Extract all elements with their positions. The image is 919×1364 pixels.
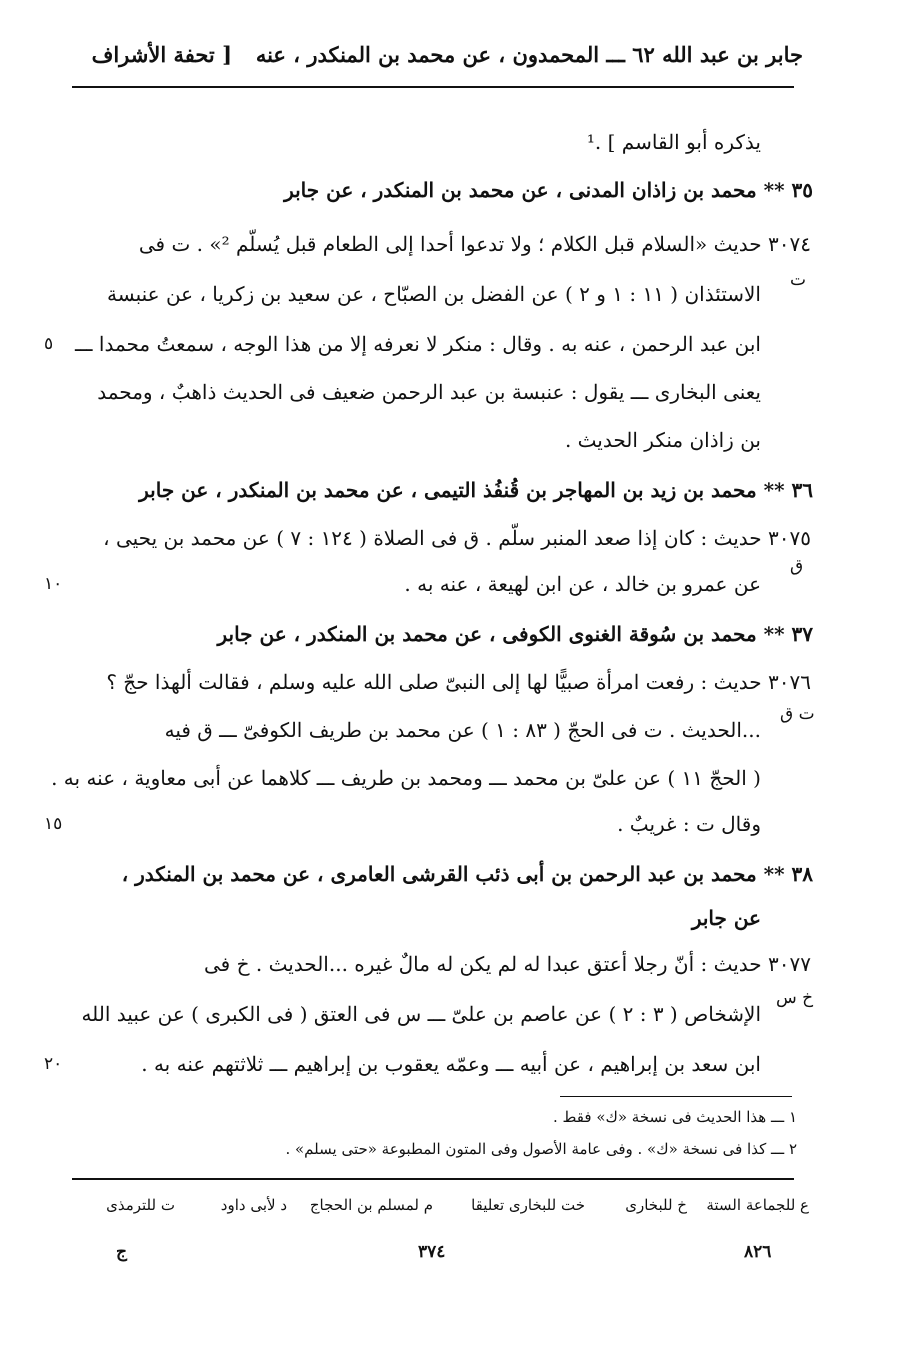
chapter-heading: ٣٧ ** محمد بن سُوقة الغنوى الكوفى ، عن محمد بن المنكدر ، عن جابر bbox=[217, 622, 813, 646]
chapter-heading: ٣٦ ** محمد بن زيد بن المهاجر بن قُنفُذ التيمى ، عن محمد بن المنكدر ، عن جابر bbox=[139, 478, 813, 502]
margin-siglum: ت bbox=[790, 270, 807, 290]
legend-item: خ للبخارى bbox=[625, 1196, 687, 1214]
text-line: يذكره أبو القاسم ] .¹ bbox=[586, 130, 761, 154]
header-rule bbox=[72, 86, 794, 88]
text-line: ابن عبد الرحمن ، عنه به . وقال : منكر لا نعرفه إلا من هذا الوجه ، سمعتُ محمدا ـــ bbox=[74, 332, 761, 356]
hadith-entry: ٣٠٧٧ حديث : أنّ رجلا أعتق عبدا له لم يكن له مالٌ غيره ...الحديث . خ فى bbox=[204, 952, 811, 976]
text-line: ( الحجّ ١١ ) عن علىّ بن محمد ـــ ومحمد بن طريف ـــ كلاهما عن أبى معاوية ، عنه به . bbox=[51, 766, 761, 790]
legend-item: ت للترمذى bbox=[106, 1196, 175, 1214]
hadith-entry: ٣٠٧٥ حديث : كان إذا صعد المنبر سلّم . ق فى الصلاة ( ١٢٤ : ٧ ) عن محمد بن يحيى ، bbox=[103, 526, 811, 550]
line-number: ٥ bbox=[44, 334, 54, 354]
footnote: ١ ـــ هذا الحديث فى نسخة «ك» فقط . bbox=[553, 1108, 797, 1126]
chapter-heading: ٣٥ ** محمد بن زاذان المدنى ، عن محمد بن المنكدر ، عن جابر bbox=[284, 178, 813, 202]
margin-siglum: ت ق bbox=[780, 704, 815, 724]
line-number: ٢٠ bbox=[44, 1054, 63, 1074]
chapter-heading: ٣٨ ** محمد بن عبد الرحمن بن أبى ذئب القرشى العامرى ، عن محمد بن المنكدر ، bbox=[121, 862, 813, 886]
legend-item: ع للجماعة الستة bbox=[706, 1196, 809, 1214]
legend-rule bbox=[72, 1178, 794, 1180]
text-line: عن عمرو بن خالد ، عن ابن لهيعة ، عنه به . bbox=[404, 572, 761, 596]
legend-item: د لأبى داود bbox=[220, 1196, 287, 1214]
text-line: الإشخاص ( ٣ : ٢ ) عن عاصم بن علىّ ـــ س فى العتق ( فى الكبرى ) عن عبيد الله bbox=[81, 1002, 761, 1026]
footnote: ٢ ـــ كذا فى نسخة «ك» . وفى عامة الأصول وفى المتون المطبوعة «حتى يسلم» . bbox=[285, 1140, 797, 1158]
chapter-heading-cont: عن جابر bbox=[691, 906, 761, 930]
legend-item: م لمسلم بن الحجاج bbox=[309, 1196, 433, 1214]
line-number: ١٠ bbox=[44, 574, 63, 594]
running-header-book: [ تحفة الأشراف bbox=[91, 42, 232, 67]
margin-siglum: خ س bbox=[776, 988, 814, 1008]
footnote-rule bbox=[560, 1096, 792, 1097]
legend-item: خت للبخارى تعليقا bbox=[471, 1196, 585, 1214]
text-line: يعنى البخارى ـــ يقول : عنبسة بن عبد الرحمن ضعيف فى الحديث ذاهبٌ ، ومحمد bbox=[97, 380, 761, 404]
text-line: ابن سعد بن إبراهيم ، عن أبيه ـــ وعمّه يعقوب بن إبراهيم ـــ ثلاثتهم عنه به . bbox=[141, 1052, 761, 1076]
text-line: ...الحديث . ت فى الحجّ ( ٨٣ : ١ ) عن محمد بن طريف الكوفىّ ـــ ق فيه bbox=[164, 718, 761, 742]
signature-mark: ج bbox=[116, 1242, 127, 1262]
text-line: بن زاذان منكر الحديث . bbox=[564, 428, 761, 452]
running-header-title: جابر بن عبد الله ٦٢ ـــ المحمدون ، عن محمد بن المنكدر ، عنه bbox=[255, 42, 803, 67]
margin-siglum: ق bbox=[790, 556, 804, 576]
page-number-center: ٣٧٤ bbox=[418, 1242, 446, 1262]
hadith-entry: ٣٠٧٤ حديث «السلام قبل الكلام ؛ ولا تدعوا أحدا إلى الطعام قبل يُسلّم ²» . ت فى bbox=[138, 232, 811, 256]
hadith-entry: ٣٠٧٦ حديث : رفعت امرأة صبيًّا لها إلى النبىّ صلى الله عليه وسلم ، فقالت ألهذا حجّ ؟ bbox=[106, 670, 811, 694]
line-number: ١٥ bbox=[44, 814, 63, 834]
page-number-right: ٨٢٦ bbox=[744, 1242, 772, 1262]
text-line: الاستئذان ( ١١ : ١ و ٢ ) عن الفضل بن الصبّاح ، عن سعيد بن زكريا ، عن عنبسة bbox=[107, 282, 761, 306]
text-line: وقال ت : غريبٌ . bbox=[617, 812, 761, 836]
